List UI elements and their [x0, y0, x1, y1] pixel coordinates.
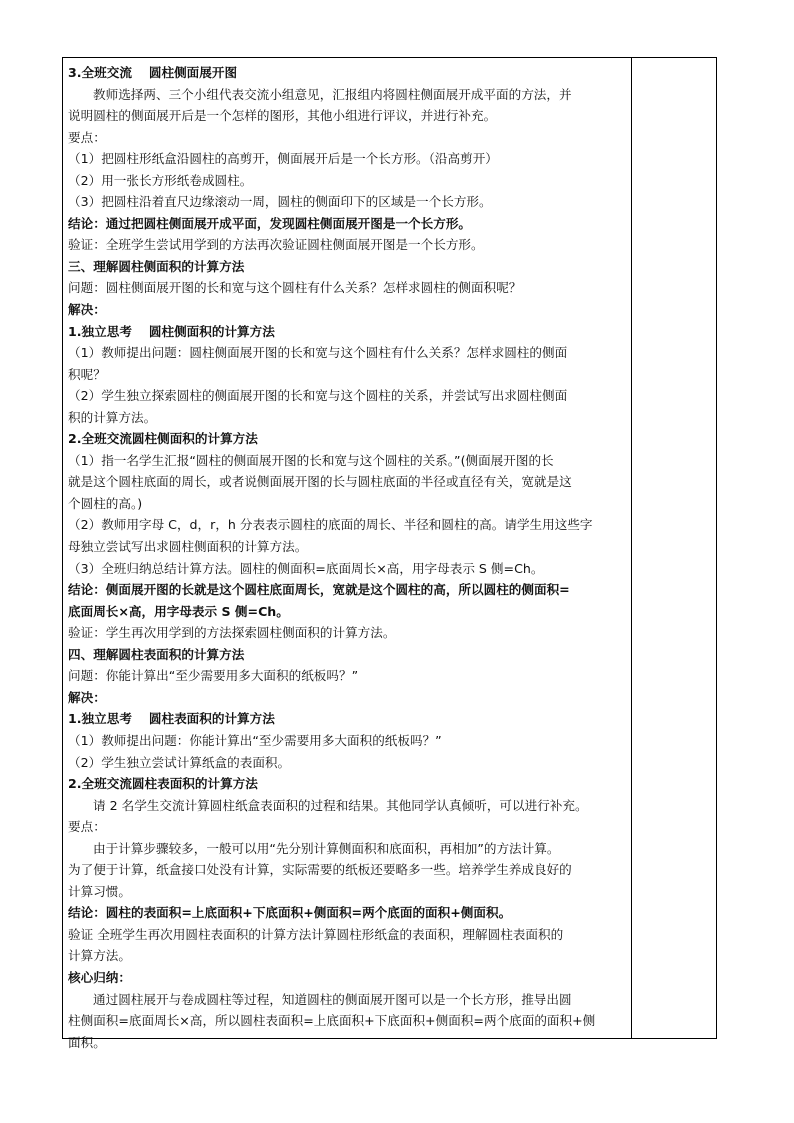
section-heading: 3.全班交流 圆柱侧面展开图 — [68, 65, 238, 80]
paragraph-line: 为了便于计算，纸盒接口处没有计算，实际需要的纸板还要略多一些。培养学生养成良好的 — [68, 862, 572, 878]
lesson-content-cell — [68, 62, 628, 1053]
question-line: 问题：你能计算出“至少需要用多大面积的纸板吗？” — [68, 668, 359, 684]
paragraph-line: 通过圆柱展开与卷成圆柱等过程，知道圆柱的侧面展开图可以是一个长方形，推导出圆 — [93, 991, 572, 1007]
list-item: 就是这个圆柱底面的周长，或者说侧面展开图的长与圆柱底面的半径或直径有关，宽就是这 — [68, 474, 572, 490]
conclusion-line: 结论：圆柱的表面积=上底面积+下底面积+侧面积=两个底面的面积+侧面积。 — [68, 905, 512, 921]
label-line: 解决： — [68, 302, 106, 318]
list-item: （3）把圆柱沿着直尺边缘滚动一周，圆柱的侧面印下的区域是一个长方形。 — [68, 194, 492, 210]
list-item: （1）指一名学生汇报“圆柱的侧面展开图的长和宽与这个圆柱的关系。”(侧面展开图的长 — [68, 452, 554, 468]
paragraph-line: 说明圆柱的侧面展开后是一个怎样的图形，其他小组进行评议，并进行补充。 — [68, 108, 497, 124]
paragraph-line: 请 2 名学生交流计算圆柱纸盒表面积的过程和结果。其他同学认真倾听，可以进行补充。 — [93, 797, 588, 813]
list-item: （1）把圆柱形纸盒沿圆柱的高剪开，侧面展开后是一个长方形。（沿高剪开） — [68, 151, 498, 167]
column-divider — [631, 58, 632, 1038]
subsection-heading: 2.全班交流圆柱侧面积的计算方法 — [68, 431, 258, 447]
list-item: （2）用一张长方形纸卷成圆柱。 — [68, 172, 253, 188]
label-line: 核心归纳： — [68, 969, 131, 985]
lesson-table — [62, 57, 717, 1050]
verification-line: 验证：全班学生尝试用学到的方法再次验证圆柱侧面展开图是一个长方形。 — [68, 237, 484, 253]
list-item: 积呢？ — [68, 366, 106, 382]
subsection-heading: 1.独立思考 圆柱侧面积的计算方法 — [68, 323, 275, 339]
verification-line: 验证：学生再次用学到的方法探索圆柱侧面积的计算方法。 — [68, 625, 396, 641]
verification-line: 验证 全班学生再次用圆柱表面积的计算方法计算圆柱形纸盒的表面积，理解圆柱表面积的 — [68, 926, 564, 942]
list-item: 母独立尝试写出求圆柱侧面积的计算方法。 — [68, 539, 308, 555]
subsection-heading: 1.独立思考 圆柱表面积的计算方法 — [68, 711, 275, 727]
list-item: （1）教师提出问题：圆柱侧面展开图的长和宽与这个圆柱有什么关系？怎样求圆柱的侧面 — [68, 345, 568, 361]
list-item: （2）学生独立探索圆柱的侧面展开图的长和宽与这个圆柱的关系，并尝试写出求圆柱侧面 — [68, 388, 568, 404]
section-heading: 四、理解圆柱表面积的计算方法 — [68, 646, 245, 662]
label-line: 要点： — [68, 129, 106, 145]
list-item: 个圆柱的高。) — [68, 495, 143, 511]
list-item: （2）教师用字母 C，d，r，h 分表表示圆柱的底面的周长、半径和圆柱的高。请学生用这些字 — [68, 517, 593, 533]
label-line: 解决： — [68, 689, 106, 705]
question-line: 问题：圆柱侧面展开图的长和宽与这个圆柱有什么关系？怎样求圆柱的侧面积呢？ — [68, 280, 522, 296]
paragraph-line: 计算习惯。 — [68, 883, 131, 899]
subsection-heading: 2.全班交流圆柱表面积的计算方法 — [68, 776, 258, 792]
verification-line: 计算方法。 — [68, 948, 131, 964]
list-item: （3）全班归纳总结计算方法。圆柱的侧面积=底面周长×高，用字母表示 S 侧=Ch。 — [68, 560, 544, 576]
label-line: 要点： — [68, 819, 106, 835]
conclusion-line: 结论：通过把圆柱侧面展开成平面，发现圆柱侧面展开图是一个长方形。 — [68, 215, 471, 231]
conclusion-line: 底面周长×高，用字母表示 S 侧=Ch。 — [68, 603, 289, 619]
conclusion-line: 结论：侧面展开图的长就是这个圆柱底面周长，宽就是这个圆柱的高，所以圆柱的侧面积= — [68, 582, 570, 598]
paragraph-line: 柱侧面积=底面周长×高，所以圆柱表面积=上底面积+下底面积+侧面积=两个底面的面积+侧 — [68, 1013, 596, 1029]
paragraph-line: 教师选择两、三个小组代表交流小组意见，汇报组内将圆柱侧面展开成平面的方法，并 — [93, 86, 572, 102]
list-item: 积的计算方法。 — [68, 409, 157, 425]
list-item: （2）学生独立尝试计算纸盒的表面积。 — [68, 754, 291, 770]
section-heading: 三、理解圆柱侧面积的计算方法 — [68, 258, 245, 274]
paragraph-line: 由于计算步骤较多，一般可以用“先分别计算侧面积和底面积，再相加”的方法计算。 — [93, 840, 560, 856]
paragraph-line: 面积。 — [68, 1034, 106, 1050]
list-item: （1）教师提出问题：你能计算出“至少需要用多大面积的纸板吗？” — [68, 732, 442, 748]
